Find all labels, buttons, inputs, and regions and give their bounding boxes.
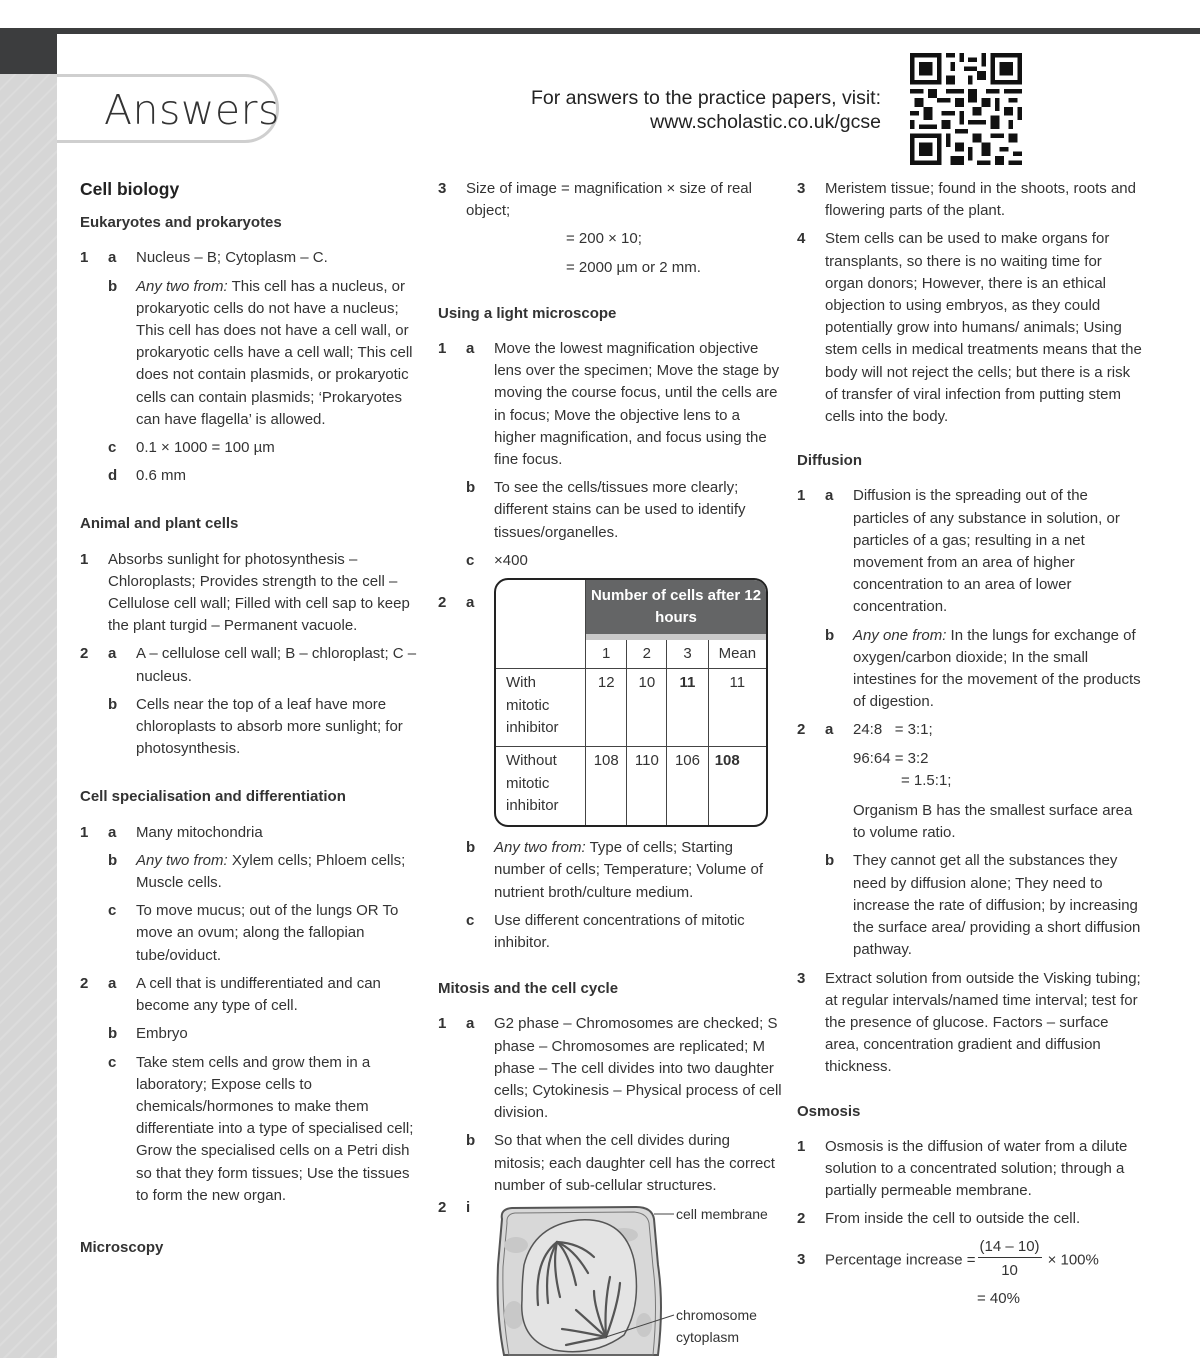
mitosis-cell-diagram: [494, 1205, 794, 1355]
answer-2b: [80, 1023, 420, 1045]
answer-text: ×400: [494, 551, 528, 569]
answer-text: Extract solution from outside the Visking tubing; at regular intervals/named time interval; test for the presence of glucose. Factors – surface area, concentration gradient and diffusion thickness.: [825, 969, 1141, 1076]
heading-specialisation: Cell specialisation and differentiation: [80, 788, 346, 806]
answer-3: [797, 968, 1142, 1079]
column-1: [80, 178, 420, 1272]
answer-body: Xylem cells; Phloem cells; Muscle cells.: [136, 851, 406, 892]
table-cell: 108: [714, 752, 740, 770]
answer-2a: [80, 973, 420, 1017]
row-label: With mitotic inhibitor: [496, 669, 586, 747]
part-letter: a: [466, 1015, 475, 1033]
part-letter: i: [466, 1199, 471, 1217]
answer-1c: [80, 900, 420, 967]
table-cell: 11: [709, 669, 766, 747]
part-letter: c: [108, 439, 117, 457]
answer-text: Move the lowest magnification objective lens over the specimen; Move the stage by moving the course focus, until the cells are in focus; Move the objective lens to a higher magnification, and focus using the fine focus.: [494, 340, 780, 469]
part-letter: a: [466, 340, 475, 358]
answer-3: [797, 1237, 1142, 1284]
corner-block: [0, 28, 57, 74]
part-letter: d: [108, 467, 118, 485]
answer-2: [797, 1208, 1142, 1230]
label-cell-membrane: cell membrane: [676, 1206, 768, 1223]
answer-2b: [438, 837, 783, 904]
question-number: 1: [438, 1015, 447, 1033]
visit-note: [531, 86, 881, 134]
answer-text: [825, 1237, 1142, 1284]
fraction-denominator: 10: [1001, 1261, 1018, 1279]
answer-body: Type of cells; Starting number of cells; Temperature; Volume of nutrient broth/culture medium.: [494, 839, 764, 901]
answer-text: So that when the cell divides during mitosis; each daughter cell has the correct number of sub-cellular structures.: [494, 1132, 775, 1194]
answer-1b: [438, 477, 783, 544]
answers-tab: [57, 74, 279, 143]
column-3: [797, 178, 1142, 1310]
answer-text: Cells near the top of a leaf have more chloroplasts to absorb more sunlight; for photosynthesis.: [136, 695, 403, 758]
answer-2i: [438, 1197, 783, 1347]
answer-1b: [80, 276, 420, 431]
question-number: 2: [797, 721, 806, 739]
question-number: 3: [797, 1250, 806, 1268]
part-letter: c: [108, 1053, 117, 1071]
answer-text: Absorbs sunlight for photosynthesis – Chloroplasts; Provides strength to the cell – Cellulose cell wall; Filled with cell sap to keep the plant turgid – Permanent vacuole.: [108, 550, 410, 635]
answer-1b: [80, 850, 420, 894]
ratio-conclusion: Organism B has the smallest surface area to volume ratio.: [853, 802, 1133, 842]
cell-count-table: [494, 578, 768, 827]
col-header: 3: [667, 640, 708, 669]
heading-diffusion: Diffusion: [797, 452, 862, 470]
answer-lead: Any two from:: [494, 839, 586, 857]
question-number: 1: [80, 249, 89, 267]
question-number: 3: [438, 180, 447, 197]
answer-lead: Any one from:: [853, 626, 947, 644]
visit-line-1: For answers to the practice papers, visit:: [530, 87, 881, 109]
heading-microscopy: Microscopy: [80, 1238, 164, 1256]
answer-text: [853, 625, 1142, 714]
ratio-line-1: 24:8 = 3:1;: [853, 721, 933, 739]
part-letter: a: [108, 974, 117, 992]
answer-text: [494, 837, 783, 904]
answer-body: This cell has a nucleus, or prokaryotic cells do not have a nucleus; This cell has does not have a cell wall, or prokaryotic cells have a cell wall; This cell does not contain plasmids, or prokaryotic cells can contain plasmids; ‘Prokaryotes can have flagella’ is allowed.: [136, 277, 413, 428]
equation-line-2: = 2000 µm or 2 mm.: [566, 258, 701, 276]
answer-1b: [797, 625, 1142, 714]
part-letter: b: [466, 839, 476, 857]
answer-text: Meristem tissue; found in the shoots, roots and flowering parts of the plant.: [825, 180, 1136, 220]
answer-1b: [438, 1130, 783, 1197]
answer-lead: Any two from:: [136, 851, 228, 869]
part-letter: b: [825, 626, 835, 644]
table-cell: 12: [586, 669, 627, 747]
answer-3: [438, 178, 783, 222]
formula-tail: × 100%: [1047, 1251, 1099, 1268]
answer-text: [136, 276, 420, 431]
answer-text: [853, 719, 1142, 844]
question-number: 2: [438, 1199, 447, 1217]
heading-mitosis: Mitosis and the cell cycle: [438, 980, 619, 998]
answer-text: To move mucus; out of the lungs OR To move an ovum; along the fallopian tube/oviduct.: [136, 902, 399, 964]
answer-2a: [438, 578, 783, 827]
page-title: Answers: [104, 86, 280, 134]
question-number: 3: [797, 969, 806, 987]
answer-text: A cell that is undifferentiated and can become any type of cell.: [136, 974, 381, 1015]
answer-1a: [80, 822, 420, 844]
answer-text: They cannot get all the substances they need by diffusion alone; They need to increase the rate of diffusion; by increasing the surface area/ providing a short diffusion pathway.: [853, 852, 1141, 959]
table-cell: 108: [586, 747, 627, 825]
table-cell: 11: [667, 669, 708, 747]
question-number: 1: [797, 1137, 806, 1155]
answer-text: Diffusion is the spreading out of the particles of any substance in solution, or particles of a gas; resulting in a net movement from an area of higher concentration to an area of lower concentration.: [853, 487, 1120, 616]
answer-2a: [80, 643, 420, 687]
answer-text: Many mitochondria: [136, 823, 263, 841]
row-label: Without mitotic inhibitor: [496, 747, 586, 825]
heading-light-microscope: Using a light microscope: [438, 304, 617, 322]
answer-text: Embryo: [136, 1025, 188, 1043]
fraction: [978, 1237, 1042, 1284]
answer-1a: [438, 338, 783, 471]
table-header-row: [496, 580, 766, 640]
answer-1a: [797, 485, 1142, 618]
part-letter: a: [108, 823, 117, 841]
question-number: 1: [80, 823, 89, 841]
col-header: Mean: [709, 640, 766, 669]
question-number: 2: [80, 645, 89, 663]
answer-text: From inside the cell to outside the cell.: [825, 1210, 1081, 1228]
answer-1: [797, 1136, 1142, 1203]
formula-result: = 40%: [977, 1289, 1020, 1307]
answer-2a: [797, 719, 1142, 844]
question-number: 1: [80, 550, 89, 568]
table-row: [496, 747, 766, 825]
col-header: 2: [627, 640, 667, 669]
equation-line-1: = 200 × 10;: [566, 230, 642, 248]
answer-text: [136, 850, 420, 894]
answer-1: [80, 549, 420, 638]
answer-2c: [438, 910, 783, 954]
answer-3: [797, 178, 1142, 222]
top-rule: [0, 28, 1200, 34]
label-chromosome: chromosome: [676, 1307, 757, 1324]
question-number: 4: [797, 230, 806, 248]
table-cell: 110: [627, 747, 667, 825]
fraction-numerator: (14 – 10): [978, 1237, 1042, 1258]
ratio-line-3: = 1.5:1;: [901, 771, 952, 789]
answer-text: Nucleus – B; Cytoplasm – C.: [136, 249, 328, 267]
question-number: 1: [797, 487, 806, 505]
qr-code-icon[interactable]: [910, 53, 1022, 165]
answer-text: To see the cells/tissues more clearly; different stains can be used to identify tissues/organelles.: [494, 479, 746, 541]
part-letter: b: [825, 852, 835, 870]
part-letter: a: [108, 645, 117, 663]
ratio-line-2: 96:64 = 3:2: [853, 749, 929, 767]
part-letter: b: [108, 851, 118, 869]
answer-text: Use different concentrations of mitotic inhibitor.: [494, 911, 745, 952]
answer-1c: [80, 437, 420, 459]
part-letter: b: [466, 479, 476, 497]
table-corner: [496, 580, 586, 669]
answer-text: 0.1 × 1000 = 100 µm: [136, 439, 275, 457]
table-cell: 106: [667, 747, 708, 825]
part-letter: a: [825, 721, 834, 739]
part-letter: b: [108, 695, 118, 713]
answer-1a: [438, 1013, 783, 1124]
part-letter: b: [108, 1025, 118, 1043]
answer-text: Size of image = magnification × size of real object;: [466, 180, 752, 220]
heading-animal-plant: Animal and plant cells: [80, 515, 239, 533]
answer-text: 0.6 mm: [136, 467, 187, 485]
part-letter: c: [466, 911, 475, 929]
answer-2c: [80, 1052, 420, 1207]
part-letter: b: [108, 277, 118, 295]
part-letter: a: [466, 594, 475, 612]
table-header: Number of cells after 12 hours: [586, 580, 766, 640]
part-letter: a: [108, 249, 117, 267]
part-letter: c: [466, 551, 475, 569]
answer-1a: [80, 247, 420, 269]
label-cytoplasm: cytoplasm: [676, 1329, 740, 1346]
part-letter: a: [825, 487, 834, 505]
column-2: [438, 178, 783, 1353]
answer-1c: [438, 550, 783, 572]
heading-eukaryotes: Eukaryotes and prokaryotes: [80, 214, 282, 232]
table-cell: 10: [627, 669, 667, 747]
answer-text: Take stem cells and grow them in a laboratory; Expose cells to chemicals/hormones to make them differentiate into a type of specialised cell; Grow the specialised cells on a Petri dish so that they form tissues; Use the tissues to form the new organ.: [136, 1053, 414, 1204]
answer-lead: Any two from:: [136, 277, 228, 295]
question-number: 2: [438, 594, 447, 612]
answer-4: [797, 228, 1142, 428]
visit-url[interactable]: www.scholastic.co.uk/gcse: [650, 111, 881, 133]
question-number: 2: [80, 974, 89, 992]
question-number: 1: [438, 340, 447, 358]
part-letter: c: [108, 902, 117, 920]
answer-2b: [797, 850, 1142, 961]
question-number: 3: [797, 180, 806, 197]
answer-text: G2 phase – Chromosomes are checked; S phase – Chromosomes are replicated; M phase – The cell divides into two daughter cells; Cytokinesis – Physical process of cell division.: [494, 1015, 782, 1122]
part-letter: b: [466, 1132, 476, 1150]
formula-lead: Percentage increase =: [825, 1251, 976, 1268]
section-title-cell-biology: Cell biology: [80, 179, 180, 199]
answer-text: A – cellulose cell wall; B – chloroplast; C – nucleus.: [136, 645, 417, 685]
col-header: 1: [586, 640, 627, 669]
answer-1d: [80, 465, 420, 487]
heading-osmosis: Osmosis: [797, 1102, 861, 1120]
side-stripe: [0, 74, 57, 1358]
answer-text: Osmosis is the diffusion of water from a dilute solution to a concentrated solution; through a partially permeable membrane.: [825, 1137, 1128, 1200]
answer-body: In the lungs for exchange of oxygen/carbon dioxide; In the small intestines for the movement of the products of digestion.: [853, 626, 1141, 711]
answer-2b: [80, 694, 420, 761]
table-row: [496, 669, 766, 747]
answer-text: Stem cells can be used to make organs for transplants, so there is no waiting time for organ donors; However, there is an ethical objection to using embryos, as they could potentially grow into humans/ animals; Using stem cells in medical treatments means that the body will not reject the cells; but there is a risk of transfer of viral infection from putting stem cells into the body.: [825, 230, 1142, 426]
question-number: 2: [797, 1210, 806, 1228]
